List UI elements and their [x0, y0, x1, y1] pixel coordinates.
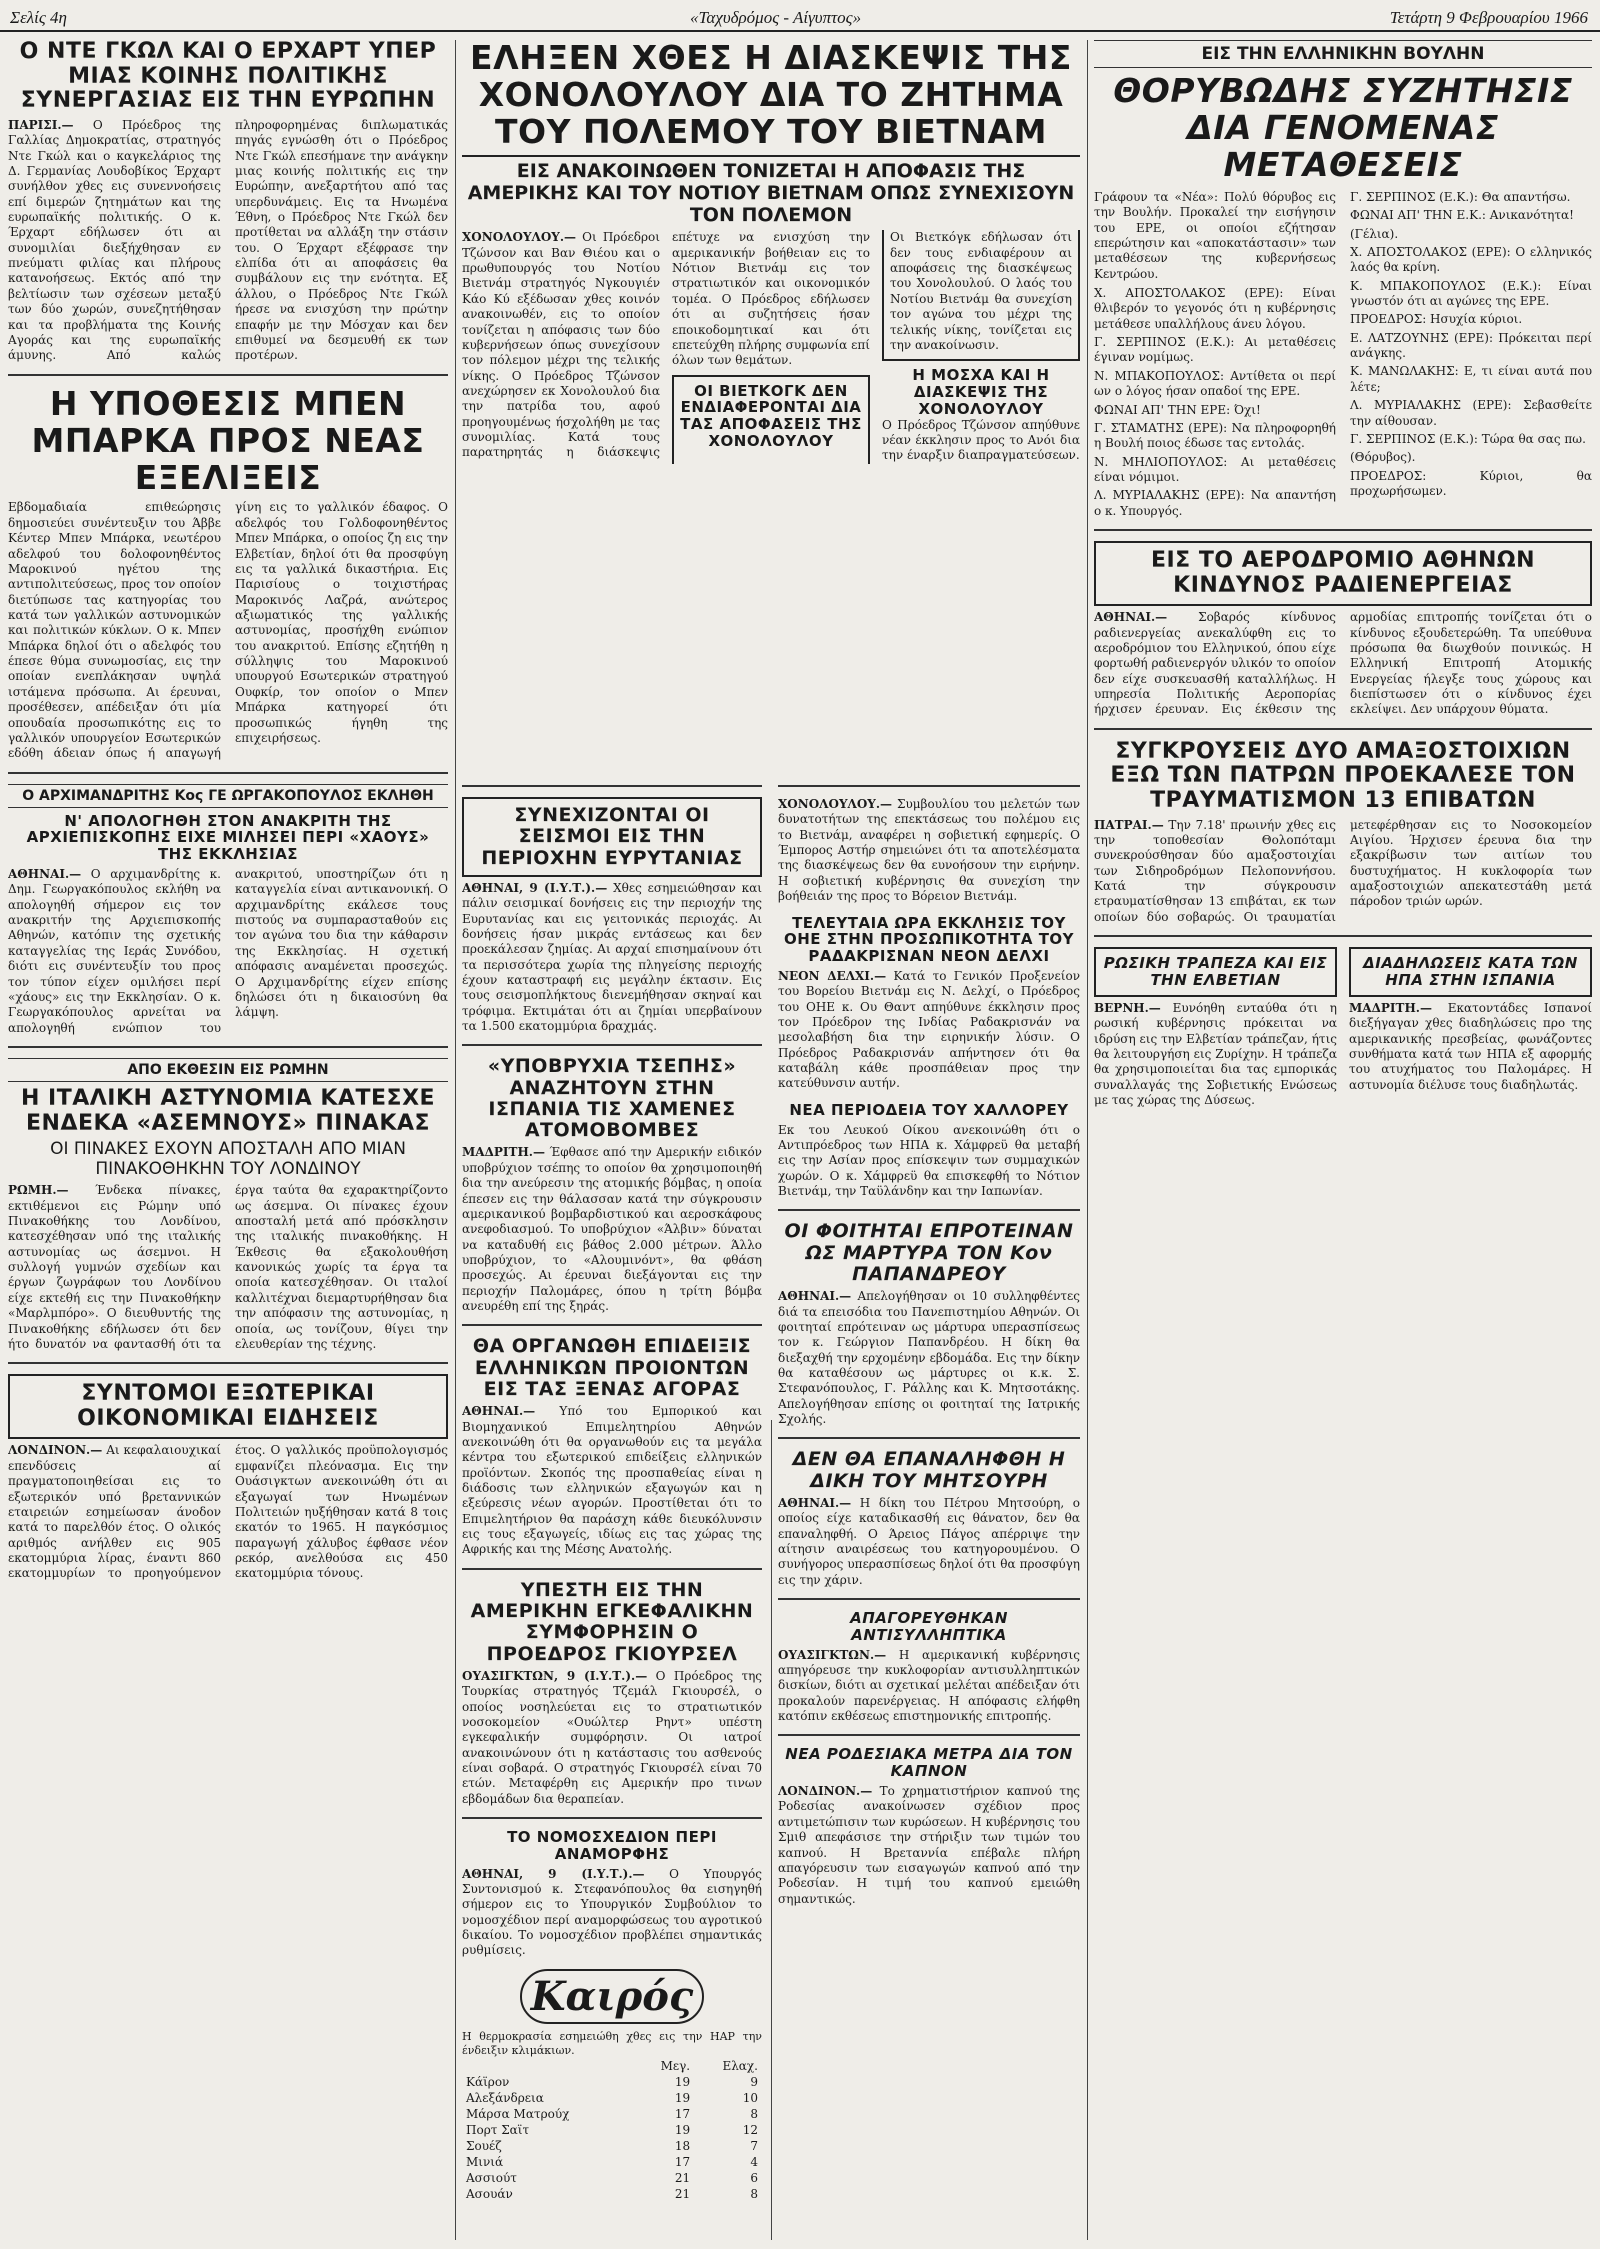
divider [462, 1044, 762, 1046]
dateline: ΠΑΤΡΑΙ.— [1094, 817, 1164, 832]
article-economic-news [8, 1374, 448, 1581]
article-body [8, 1443, 448, 1581]
headline: ΤΟ ΝΟΜΟΣΧΕΔΙΟΝ ΠΕΡΙ ΑΝΑΜΟΡΦΗΣ [507, 1828, 717, 1863]
article-submarines [462, 1056, 762, 1314]
weather-header-row [462, 2058, 762, 2074]
divider [8, 1362, 448, 1364]
article-text: Ένδεκα πίνακες, εκτιθέμενοι εις Ρώμην υπό Πινακοθήκης του Λονδίνου, κατεσχέθησαν υπό της ιταλικής αστυνομίας ως άσεμνοι. Η συλλογή γυμνών σχεδίων και έργων ζωγράφων του Λονδίνου είχε εκτεθή εις την Πινακοθήκην «Μαρλμπόρο». Ο διευθυντής της Πινακοθήκης εδήλωσεν ότι δεν ήτο δυνατόν να φαντασθή ότι τα έργα ταύτα θα εχαρακτηρίζοντο ως άσεμνα. Οι πίνακες έχουν αποσταλή μετά από πρόσκλησιν της ιταλικής πινακοθήκης. Η Έκθεσις θα εξακολουθήση κανονικώς χωρίς τα έργα τα οποία κατεσχέθησαν. Οι ιταλοί καλλιτέχναι διεμαρτυρήθησαν δια την απόφασιν της αστυνομίας, η οποία, ως τονίζουν, θίγει την ελευθερίαν της τέχνης. [8, 1183, 448, 1351]
article-earthquakes [462, 797, 762, 1034]
headline: ΝΕΑ ΠΕΡΙΟΔΕΙΑ ΤΟΥ ΧΑΛΛΟΡΕΥ [789, 1100, 1069, 1119]
dialog-line: Κ. ΜΑΝΩΛΑΚΗΣ: Ε, τι είναι αυτά που λέτε; [1350, 364, 1592, 394]
dateline: ΑΘΗΝΑΙ, 9 (Ι.Υ.Τ.).— [462, 1866, 645, 1881]
article-body [1094, 1001, 1337, 1109]
parliament-body [1094, 190, 1592, 519]
dialog-line: Κ. ΜΠΑΚΟΠΟΥΛΟΣ (Ε.Κ.): Είναι γνωστόν ότι αι αγώνες της ΕΡΕ. [1350, 278, 1592, 309]
weather-logo: Καιρός [520, 1969, 704, 2024]
headline: ΝΕΑ ΡΟΔΕΣΙΑΚΑ ΜΕΤΡΑ ΔΙΑ ΤΟΝ ΚΑΠΝΟΝ [785, 1745, 1073, 1781]
weather-min: 12 [742, 2123, 758, 2137]
dateline: ΡΩΜΗ.— [8, 1183, 69, 1198]
weather-box [462, 1969, 762, 2202]
article-train-crash [1094, 740, 1592, 925]
dialog-line: ΦΩΝΑΙ ΑΠ' ΤΗΝ Ε.Κ.: Ανικανότητα! [1350, 208, 1574, 223]
article-text: Ο Υπουργός Συντονισμού κ. Στεφανόπουλος θα εισηγηθή σήμερον εις το Υπουργικόν Συμβούλιον το νομοσχέδιον περί αναμορφώσεως του αγροτικού δικαίου. Το νομοσχέδιον προβλέπει σημαντικάς ρυθμίσεις. [462, 1866, 762, 1958]
article-text: Συμβουλίου του μελετών των δυνατοτήτων της επεκτάσεως του πολέμου εις το Βιετνάμ, αναφέρει η σοβιετική εφημερίς. Ο Έμπορος Αστήρ σημειώνει ότι τα αποτελέσματα της διασκέψεως δεν θα ευνοήσουν την ειρήνην. Η σοβιετική κυβέρνησις θα συνεχίση την βοήθειάν της προς το Βόρειον Βιετνάμ. [778, 797, 1080, 904]
article-body: Εβδομαδιαία επιθεώρησις δημοσιεύει συνέντευξιν του Άββε Κέντερ Μπεν Μπάρκα, νεωτέρου αδελφού του δολοφονηθέντος Μαροκινού ηγέτου της αντιπολιτεύσεως, προς τον οποίον διετύπωσε τας κατηγορίας του κατά των γαλλικών αστυνομικών και πολιτικών κύκλων. Ο κ. Μπεν Μπάρκα δηλοί ότι ο αδελφός του έπεσε θύμα συνωμοσίας, εις την οποίαν ενεπλάκησαν υψηλά ιστάμενα πρόσωπα. Αι έρευναι, προσέθεσεν, απέδειξαν ότι μία οπουδαία προσωπικότης εις το γαλλικόν υπουργείον Εσωτερικών εδόθη άδειαν όπως ή απαγωγή γίνη εις το γαλλικόν έδαφος. Ο αδελφός του Γολδοφονηθέντος Μπεν Μπάρκα, ο οποίος ζη εις την Ελβετίαν, δηλοί ότι θα προσφύγη εις τα γαλλικά δικαστήρια. Εις Παρισίους ο τοιχιστήρας Μαροκινός Λαζρά, ανώτερος αξιωματικός της γαλλικής αστυνομίας, προσήχθη ενώπιον του ανακριτού. Επίσης εζητήθη η σύλληψις του Μαροκινού υπουργού Εσωτερικών στρατηγού Ουφκίρ, τον οποίον ο Μπεν Μπάρκα κατηγορεί ότι προσωπικώς ήγηθη της επιχειρήσεως. [8, 500, 448, 761]
article-text: Σοβαρός κίνδυνος ραδιενεργείας ανεκαλύφθη εις το αεροδρόμιον του Ελληνικού, όπου είχε φορτωθή ραδιενεργόν υλικόν το οποίον δεν είχε συσκευασθή καταλλήλως. Η υπηρεσία Πολιτικής Αεροπορίας ήρχισεν έρευναν. Εις έκθεσιν της αρμοδίας επιτροπής τονίζεται ότι ο κίνδυνος εξουδετερώθη. Τα υπεύθυνα πρόσωπα θα διωχθούν ποινικώς. Η Ελληνική Επιτροπή Ατομικής Ενεργείας ήλεγξε τους χώρους και διεπίστωσεν ότι ο κίνδυνος έχει εκλείψει. Δεν υπάρχουν θύματα. [1094, 610, 1592, 717]
dateline: ΑΘΗΝΑΙ.— [778, 1495, 852, 1510]
dialog-line: (Θόρυβος). [1350, 450, 1416, 465]
weather-max: 19 [674, 2123, 691, 2137]
weather-table [462, 2058, 762, 2202]
subheadline: ΕΙΣ ΑΝΑΚΟΙΝΩΘΕΝ ΤΟΝΙΖΕΤΑΙ Η ΑΠΟΦΑΣΙΣ ΤΗΣ ΑΜΕΡΙΚΗΣ ΚΑΙ ΤΟΥ ΝΟΤΙΟΥ ΒΙΕΤΝΑΜ ΟΠΩΣ ΣΥΝΕΧΙΣΟΥΝ ΤΟΝ ΠΟΛΕΜΟΝ [467, 159, 1075, 226]
article-body [778, 1289, 1080, 1427]
weather-city: Κάϊρον [466, 2075, 510, 2089]
weather-row [462, 2154, 762, 2170]
weather-min: 6 [750, 2171, 758, 2185]
weather-max: 18 [674, 2139, 691, 2153]
column-center-left [462, 775, 762, 2235]
article-text: Η αμερικανική κυβέρνησις απηγόρευσε την κυκλοφορίαν αντισυλληπτικών δισκίων, διότι αι σχετικαί μελέται απέδειξαν ότι προκαλούν παρενέργειας. Η απόφασις ελήφθη κατόπιν εκθέσεως επιστημονικής επιτροπής. [778, 1647, 1080, 1724]
weather-header-cell: Ελαχ. [722, 2059, 758, 2073]
divider [8, 1046, 448, 1048]
divider [462, 1817, 762, 1819]
article-body [8, 867, 448, 1036]
article-text: Αι κεφαλαιουχικαί επενδύσεις αί πραγματοποιηθείσαι εις το εξωτερικόν υπό βρεταννικών εταιρειών εσημείωσαν άνοδον κατά το παρελθόν έτος. Ο ολικός αριθμός ανήλθεν εις 905 εκατομμύρια λίρας, έναντι 860 εκατομμυρίων το προηγούμενον έτος. Ο γαλλικός προϋπολογισμός εμφανίζει πλεόνασμα. Εις την Ουάσιγκτων ανεκοινώθη ότι αι εξαγωγαί των Ηνωμένων Πολιτειών ηυξήθησαν κατά 8 τοις εκατόν το 1965. Η παγκόσμιος παραγωγή χάλυβος έφθασε νέον ρεκόρ, ανελθούσα εις 450 εκατομμύρια τόνους. [8, 1443, 448, 1581]
article-body [778, 797, 1080, 905]
dateline: ΜΑΔΡΙΤΗ.— [1349, 1000, 1432, 1015]
dialog-line: Γ. ΣΕΡΠΙΝΟΣ (Ε.Κ.): Τώρα θα σας πω. [1350, 431, 1586, 446]
dialog-line: Γ. ΣΤΑΜΑΤΗΣ (ΕΡΕ): Να πληροφορηθή η Βουλή ποιος έδωσε τας εντολάς. [1094, 420, 1336, 451]
dateline: ΛΟΝΔΙΝΟΝ.— [778, 1784, 873, 1799]
headline: ΤΕΛΕΥΤΑΙΑ ΩΡΑ ΕΚΚΛΗΣΙΣ ΤΟΥ ΟΗΕ ΣΤΗΝ ΠΡΟΣΩΠΙΚΟΤΗΤΑ ΤΟΥ ΡΑΔΑΚΡΙΣΝΑΝ ΝΕΟΝ ΔΕΛΧΙ [783, 913, 1075, 966]
issue-date: Τετάρτη 9 Φεβρουαρίου 1966 [1389, 8, 1588, 27]
bottom-pair [1094, 947, 1592, 1118]
kicker: ΑΠΟ ΕΚΘΕΣΙΝ ΕΙΣ ΡΩΜΗΝ [8, 1058, 448, 1082]
article-airport [1094, 541, 1592, 718]
article-body [8, 118, 448, 364]
headline: ΟΙ ΦΟΙΤΗΤΑΙ ΕΠΡΟΤΕΙΝΑΝ ΩΣ ΜΑΡΤΥΡΑ ΤΟΝ Κον ΠΑΠΑΝΔΡΕΟΥ [784, 1220, 1074, 1285]
article-gursel [462, 1580, 762, 1807]
article-text: Κατά το Γενικόν Προξενείον του Βορείου Βιετνάμ εις Ν. Δελχί, ο Πρόεδρος του ΟΗΕ κ. Ου Θαντ απηύθυνε έκκλησιν προς τον Πρόεδρον της Ινδίας Ραδακρισνάν να μεσολαβήση δια την ειρηνικήν λύσιν. Ο Πρόεδρος Ραδακρισνάν απήντησεν ότι θα καταβάλη κάθε προσπάθειαν προς την κατεύθυνσιν αυτήν. [778, 968, 1080, 1091]
dateline: ΜΑΔΡΙΤΗ.— [462, 1145, 545, 1160]
weather-min: 8 [750, 2187, 758, 2201]
weather-city: Αλεξάνδρεια [466, 2091, 544, 2105]
headline: ΕΙΣ ΤΟ ΑΕΡΟΔΡΟΜΙΟ ΑΘΗΝΩΝ ΚΙΝΔΥΝΟΣ ΡΑΔΙΕΝΕΡΓΕΙΑΣ [1094, 541, 1592, 606]
headline: ΣΥΓΚΡΟΥΣΕΙΣ ΔΥΟ ΑΜΑΞΟΣΤΟΙΧΙΩΝ ΕΞΩ ΤΩΝ ΠΑΤΡΩΝ ΠΡΟΕΚΑΛΕΣΕ ΤΟΝ ΤΡΑΥΜΑΤΙΣΜΟΝ 13 ΕΠΙΒΑΤΩΝ [1110, 738, 1576, 814]
weather-city: Σουέζ [466, 2139, 502, 2153]
article-body [462, 230, 1080, 463]
article-body [462, 1404, 762, 1558]
headline: ΥΠΕΣΤΗ ΕΙΣ ΤΗΝ ΑΜΕΡΙΚΗΝ ΕΓΚΕΦΑΛΙΚΗΝ ΣΥΜΦΟΡΗΣΙΝ Ο ΠΡΟΕΔΡΟΣ ΓΚΙΟΥΡΣΕΛ [470, 1578, 754, 1665]
divider [1094, 935, 1592, 937]
dateline: ΧΟΝΟΛΟΥΛΟΥ.— [462, 230, 577, 245]
masthead [0, 0, 1600, 32]
weather-row [462, 2186, 762, 2202]
article-parliament [1094, 40, 1592, 519]
headline: «ΥΠΟΒΡΥΧΙΑ ΤΣΕΠΗΣ» ΑΝΑΖΗΤΟΥΝ ΣΤΗΝ ΙΣΠΑΝΙΑ ΤΙΣ ΧΑΜΕΝΕΣ ΑΤΟΜΟΒΟΜΒΕΣ [487, 1055, 737, 1142]
column-rule [455, 40, 456, 2240]
article-text: Ο Πρόεδρος Τζώνσον απηύθυνε νέαν έκκλησιν προς το Ανόι δια την έναρξιν διαπραγματεύσεων. [882, 417, 1080, 463]
divider [778, 1734, 1080, 1736]
article-text: Έφθασε από την Αμερικήν ειδικόν υποβρύχιον τσέπης το οποίον θα χρησιμοποιηθή δια την ανεύρεσιν της ατομικής βόμβας, η οποία έπεσεν εις την θάλασσαν κατά την σύγκρουσιν αμερικανικού βομβαρδιστικού και αεροσκάφους ανεφοδιασμού. Το υποβρύχιον «Άλβιν» δύναται να καταδυθή εις βάθος 2.000 μέτρων. Άλλο υποβρύχιον, το «Αλουμινόντ», θα φθάση προσεχώς. Αι έρευναι διεξάγονται εις την περιοχήν Παλομάρες, όπου η τρίτη βόμβα ανευρέθη επί της ξηράς. [462, 1145, 762, 1314]
kicker: ΕΙΣ ΤΗΝ ΕΛΛΗΝΙΚΗΝ ΒΟΥΛΗΝ [1094, 40, 1592, 68]
weather-max: 21 [674, 2171, 691, 2185]
weather-intro: Η θερμοκρασία εσημειώθη χθες εις την ΗΑΡ την ένδειξιν κλιμάκιων. [462, 2029, 762, 2057]
dialog-line: Λ. ΜΥΡΙΑΛΑΚΗΣ (ΕΡΕ): Σεβασθείτε την αίθουσαν. [1350, 398, 1592, 428]
article-body [8, 1183, 448, 1352]
newspaper-name: «Ταχυδρόμος - Αίγυπτος» [690, 8, 862, 27]
dialog-line: Ν. ΜΠΑΚΟΠΟΥΛΟΣ: Αντίθετα οι περί ων ο λόγος ήσαν οπαδοί της ΕΡΕ. [1094, 368, 1336, 399]
headline: Η ΥΠΟΘΕΣΙΣ ΜΠΕΝ ΜΠΑΡΚΑ ΠΡΟΣ ΝΕΑΣ ΕΞΕΛΙΞΕΙΣ [31, 383, 425, 497]
page-number: Σελίς 4η [10, 8, 67, 27]
divider [1094, 529, 1592, 531]
divider [462, 1324, 762, 1326]
article-body [778, 1784, 1080, 1907]
article-de-gaulle-erhard [8, 40, 448, 364]
box-body: Οι Βιετκόγκ εδήλωσαν ότι δεν τους ενδιαφέρουν αι αποφάσεις της διασκέψεως του Χονολουλού. Ο λαός του Νοτίου Βιετνάμ θα συνεχίση τον αγώνα του μέχρι της τελικής νίκης, τονίζεται εις την ανακοίνωσιν. [890, 230, 1072, 352]
article-un-appeal [778, 915, 1080, 1092]
article-body [462, 881, 762, 1035]
article-text: Απελογήθησαν οι 10 συλληφθέντες διά τα επεισόδια του Πανεπιστημίου Αθηνών. Οι φοιτηταί επρότειναν ως μάρτυρα υπερασπίσεως τον κ. Γεώργιον Παπανδρέου. Η δίκη θα διεξαχθή την ερχομένην εβδομάδα. Εις την δίκην θα καταθέσουν ως μάρτυρες οι κ.κ. Σ. Στεφανόπουλος, Γ. Ράλλης και Κ. Μητσοτάκης. Απελογήθησαν επίσης οι φοιτηταί της Ιατρικής Σχολής. [778, 1289, 1080, 1427]
dateline: ΑΘΗΝΑΙ, 9 (Ι.Υ.Τ.).— [462, 880, 608, 895]
article-contraceptives [778, 1610, 1080, 1724]
weather-row [462, 2170, 762, 2186]
weather-max: 21 [674, 2187, 691, 2201]
article-honolulu [462, 40, 1080, 464]
article-text: Υπό του Εμπορικού και Βιομηχανικού Επιμελητηρίου Αθηνών ανεκοινώθη ότι θα οργανωθούν εις τα μεγάλα κέντρα του εξωτερικού επιδείξεις ελληνικών προϊόντων. Σκοπός της προσπαθείας είναι η διάδοσις των ελληνικών εξαγωγών και η εξεύρεσις νέων αγορών. Προστίθεται ότι το Επιμελητήριον θα παράσχη κάθε διευκόλυνσιν εις τους εξαγωγείς, ιδίως εις τας χώρας της Αφρικής και της Μέσης Ανατολής. [462, 1404, 762, 1557]
article-text: Οι Πρόεδροι Τζώνσον και Βαν Θιέου και ο πρωθυπουργός του Νοτίου Βιετνάμ στρατηγός Νγκουγιέν Κάο Κύ εξέδωσαν χθες κοινόν ανακοινωθέν, εις το οποίον τονίζεται η απόφασις των δύο κυβερνήσεων όπως συνεχίσουν τον πόλεμον μέχρι της τελικής νίκης. Ο Πρόεδρος Τζώνσον ανεχώρησεν εκ Χονολουλού δια την πατρίδα του, αφού προηγουμένως ήσχολήθη με τας συνομιλίας. Κατά τους παρατηρητάς η διάσκεψις επέτυχε να ενισχύση την αμερικανικήν βοήθειαν εις το Νότιον Βιετνάμ εις τον στρατιωτικόν και οικονομικόν τομέα. Ο Πρόεδρος εδήλωσεν ότι αι συζητήσεις ήσαν εποικοδομητικαί και ότι επετεύχθη πλήρης συμφωνία επί όλων των θεμάτων. [462, 230, 870, 460]
divider [462, 1568, 762, 1570]
article-greek-products [462, 1336, 762, 1557]
dialog-line: ΠΡΟΕΔΡΟΣ: Κύριοι, θα προχωρήσωμεν. [1350, 468, 1592, 498]
headline: Ν' ΑΠΟΛΟΓΗΘΗ ΣΤΟΝ ΑΝΑΚΡΙΤΗ ΤΗΣ ΑΡΧΙΕΠΙΣΚΟΠΗΣ ΕΙΧΕ ΜΙΛΗΣΕΙ ΠΕΡΙ «ΧΑΟΥΣ» ΤΗΣ ΕΚΚΛΗΣΙΑΣ [26, 811, 430, 864]
article-text: Ο Πρόεδρος της Γαλλίας Δημοκρατίας, στρατηγός Ντε Γκώλ και ο καγκελάριος της Δ. Γερμανίας Λουδοβίκος Έρχαρτ συνήλθον χθες εις συνεννοήσεις επί διμερών ζητημάτων και της ευρωπαϊκής πολιτικής. Ο κ. Έρχαρτ εδήλωσεν ότι αι συνομιλίαι διεξήχθησαν εν πνεύματι φιλίας και πλήρους κατανοήσεως. Εκτός από την βελτίωσιν των σχέσεων μεταξύ των δύο χωρών, συνεζητήθησαν και τα προβλήματα της Κοινής Αγοράς και της ευρωπαϊκής άμυνης. Από καλώς πληροφορημένας διπλωματικάς πηγάς εγνώσθη ότι ο Πρόεδρος Ντε Γκώλ επεσήμανε την ανάγκην μιας κοινής πολιτικής εις την Ευρώπην, ανεξαρτήτου από τας υπερδυνάμεις. Εις τα Ηνωμένα Έθνη, ο Πρόεδρος Ντε Γκώλ δεν προτίθεται να αλλάξη την στάσιν του. Ο Έρχαρτ εξέφρασε την ελπίδα ότι αι αποφάσεις θα συμβάλουν εις την ενότητα. Εξ άλλου, ο Πρόεδρος Ντε Γκώλ ήρεσε να ενισχύση την πρώτην επαφήν με την Μόσχαν και δεν επιθυμεί να δεσμευθή εκ των προτέρων. [8, 117, 448, 363]
subhead: Η ΜΟΣΧΑ ΚΑΙ Η ΔΙΑΣΚΕΨΙΣ ΤΗΣ ΧΟΝΟΛΟΥΛΟΥ [912, 366, 1050, 418]
article-body [778, 1496, 1080, 1588]
article-body [462, 1145, 762, 1314]
divider [462, 785, 762, 787]
dateline: ΛΟΝΔΙΝΟΝ.— [8, 1443, 103, 1458]
article-italian-police [8, 1058, 448, 1352]
article-body [1094, 818, 1592, 926]
subheadline: ΟΙ ΠΙΝΑΚΕΣ ΕΧΟΥΝ ΑΠΟΣΤΑΛΗ ΑΠΟ ΜΙΑΝ ΠΙΝΑΚΟΘΗΚΗΝ ΤΟΥ ΛΟΝΔΙΝΟΥ [50, 1139, 406, 1179]
article-body [1094, 610, 1592, 718]
weather-min: 8 [750, 2107, 758, 2121]
headline: ΘΟΡΥΒΩΔΗΣ ΣΥΖΗΤΗΣΙΣ ΔΙΑ ΓΕΝΟΜΕΝΑΣ ΜΕΤΑΘΕΣΕΙΣ [1113, 71, 1573, 184]
headline: Ο ΝΤΕ ΓΚΩΛ ΚΑΙ Ο ΕΡΧΑΡΤ ΥΠΕΡ ΜΙΑΣ ΚΟΙΝΗΣ ΠΟΛΙΤΙΚΗΣ ΣΥΝΕΡΓΑΣΙΑΣ ΕΙΣ ΤΗΝ ΕΥΡΩΠΗΝ [19, 40, 437, 114]
dialog-line: ΠΡΟΕΔΡΟΣ: Ησυχία κύριοι. [1350, 312, 1523, 327]
divider [778, 1437, 1080, 1439]
dateline: ΑΘΗΝΑΙ.— [778, 1289, 852, 1304]
divider [1094, 728, 1592, 730]
article-body [462, 1867, 762, 1959]
headline: ΑΠΑΓΟΡΕΥΘΗΚΑΝ ΑΝΤΙΣΥΛΛΗΠΤΙΚΑ [850, 1609, 1008, 1644]
weather-city: Ασουάν [466, 2187, 513, 2201]
column-center-right [778, 775, 1080, 2235]
article-mitsouris [778, 1449, 1080, 1588]
divider [8, 772, 448, 774]
headline: ΔΕΝ ΘΑ ΕΠΑΝΑΛΗΦΘΗ Η ΔΙΚΗ ΤΟΥ ΜΗΤΣΟΥΡΗ [792, 1448, 1066, 1492]
article-text: Η δίκη του Πέτρου Μητσούρη, ο οποίος είχε καταδικασθή εις θάνατον, δεν θα επαναληφθή. Ο Άρειος Πάγος απέρριψε την αίτησιν αναιρέσεως του κατηγορουμένου. Ο συνήγορος υπερασπίσεως δηλοί ότι θα προσφύγη εις την χάριν. [778, 1495, 1080, 1587]
article-text: Χθες εσημειώθησαν και πάλιν σεισμικαί δονήσεις εις την περιοχήν της Ευρυτανίας και εις γειτονικάς περιοχάς. Αι δονήσεις ήσαν μικράς εντάσεως και δεν προεκάλεσαν ζημίας. Αι αρχαί επισημαίνουν ότι τα περισσότερα χωρία της πληγείσης περιοχής έχουν καταστραφή εις μεγάλην έκτασιν. Εις τους σεισμοπλήκτους διενεμήθησαν σκηναί και τρόφιμα. Εκτιμάται ότι αι ζημίαι υπερβαίνουν τα 1.500 εκατομμύρια δραχμάς. [462, 880, 762, 1034]
dateline: ΠΑΡΙΣΙ.— [8, 117, 74, 132]
weather-row [462, 2090, 762, 2106]
column-right [1094, 40, 1592, 2240]
weather-header-cell [462, 2058, 636, 2074]
article-ben-barka [8, 383, 448, 762]
weather-min: 7 [750, 2139, 758, 2153]
weather-city: Μάρσα Ματρούχ [466, 2107, 570, 2121]
article-moscow [778, 797, 1080, 905]
dialog-line: (Γέλια). [1350, 226, 1399, 241]
headline: ΣΥΝΤΟΜΟΙ ΕΞΩΤΕΡΙΚΑΙ ΟΙΚΟΝΟΜΙΚΑΙ ΕΙΔΗΣΕΙΣ [8, 1374, 448, 1439]
article-text: Εκατοντάδες Ισπανοί διεξήγαγαν χθες διαδηλώσεις προ της αμερικανικής πρεσβείας, φωνάζοντες συνθήματα κατά των ΗΠΑ εξ αφορμής του ατυχήματος του Παλομάρες. Η αστυνομία διέλυσε τους διαδηλωτάς. [1349, 1000, 1592, 1092]
headline: ΡΩΣΙΚΗ ΤΡΑΠΕΖΑ ΚΑΙ ΕΙΣ ΤΗΝ ΕΛΒΕΤΙΑΝ [1094, 947, 1337, 997]
divider [778, 785, 1080, 787]
headline: ΣΥΝΕΧΙΖΟΝΤΑΙ ΟΙ ΣΕΙΣΜΟΙ ΕΙΣ ΤΗΝ ΠΕΡΙΟΧΗΝ ΕΥΡΥΤΑΝΙΑΣ [462, 797, 762, 877]
dialog-line: Γ. ΣΕΡΠΙΝΟΣ (Ε.Κ.): Θα απαντήσω. [1350, 189, 1571, 204]
headline: ΔΙΑΔΗΛΩΣΕΙΣ ΚΑΤΑ ΤΩΝ ΗΠΑ ΣΤΗΝ ΙΣΠΑΝΙΑ [1349, 947, 1592, 997]
kicker: Ο ΑΡΧΙΜΑΝΔΡΙΤΗΣ Κος ΓΕ ΩΡΓΑΚΟΠΟΥΛΟΣ ΕΚΛΗΘΗ [8, 784, 448, 808]
article-text: Ο αρχιμανδρίτης κ. Δημ. Γεωργακόπουλος εκλήθη να απολογηθή σήμερον εις τον ανακριτήν της Αρχιεπισκοπής Αθηνών, κατόπιν της σχετικής καταγγελίας της Ιεράς Συνόδου, διότι εις συνέντευξίν του προς τον τύπον είχεν ομιλήσει περί «χάους» εις την Εκκλησίαν. Ο κ. Γεωργακόπουλος αρνείται να απολογηθή ενώπιον του ανακριτού, υποστηρίζων ότι η καταγγελία είναι αντικανονική. Ο αρχιμανδρίτης εκάλεσε τους πιστούς να συμπαρασταθούν εις τον αγώνα του δια την κάθαρσιν της Εκκλησίας. Η σχετική απόφασις αναμένεται προσεχώς. Ο Αρχιμανδρίτης είχεν επίσης δηλώσει ότι η δικαιοσύνη θα λάμψη. [8, 866, 448, 1035]
weather-city: Πορτ Σαϊτ [466, 2123, 530, 2137]
weather-max: 17 [674, 2107, 691, 2121]
dateline: ΑΘΗΝΑΙ.— [1094, 610, 1168, 625]
article-text: Ευνόηθη ενταύθα ότι η ρωσική κυβέρνησις πρόκειται να ιδρύση εις την Ελβετίαν τράπεζαν, ήτις θα λειτουργήση εις Ζυρίχην. Η τράπεζα θα χρησιμοποιείται δια τας εμπορικάς συναλλαγάς της Σοβιετικής Ενώσεως με τας χώρας της Δύσεως. [1094, 1000, 1337, 1107]
weather-row [462, 2106, 762, 2122]
article-body [778, 969, 1080, 1092]
weather-max: 17 [674, 2155, 691, 2169]
article-rhodesia-tobacco [778, 1746, 1080, 1906]
weather-max: 19 [674, 2091, 691, 2105]
dialog-line: Χ. ΑΠΟΣΤΟΛΑΚΟΣ (ΕΡΕ): Ο ελληνικός λαός θα κρίνη. [1350, 244, 1592, 275]
dateline: ΒΕΡΝΗ.— [1094, 1000, 1161, 1015]
headline: ΘΑ ΟΡΓΑΝΩΘΗ ΕΠΙΔΕΙΞΙΣ ΕΛΛΗΝΙΚΩΝ ΠΡΟΙΟΝΤΩΝ ΕΙΣ ΤΑΣ ΞΕΝΑΣ ΑΓΟΡΑΣ [472, 1335, 752, 1400]
divider [778, 1209, 1080, 1211]
article-humphrey [778, 1102, 1080, 1200]
dateline: ΟΥΑΣΙΓΚΤΩΝ.— [778, 1647, 887, 1662]
headline: Η ΙΤΑΛΙΚΗ ΑΣΤΥΝΟΜΙΑ ΚΑΤΕΣΧΕ ΕΝΔΕΚΑ «ΑΣΕΜΝΟΥΣ» ΠΙΝΑΚΑΣ [20, 1085, 436, 1136]
article-text: Ο Πρόεδρος της Τουρκίας στρατηγός Τζεμάλ Γκιουρσέλ, ο οποίος νοσηλεύεται εις το στρατιωτικόν νοσοκομείον «Ουώλτερ Ρηντ» υπέστη εγκεφαλικήν συμφόρησιν. Οι ιατροί ανακοινώνουν ότι η κατάστασις του ασθενούς είναι σοβαρά. Ο στρατηγός Γκιουρσέλ είναι 70 ετών. Μεταφέρθη εις Αμερικήν προ τινων εβδομάδων δια θεραπείαν. [462, 1668, 762, 1806]
weather-city: Ασσιούτ [466, 2171, 517, 2185]
article-body: Εκ του Λευκού Οίκου ανεκοινώθη ότι ο Αντιπρόεδρος των ΗΠΑ κ. Χάμφρεϋ θα μεταβή εις την Ασίαν προς επίσκεψιν των συμμαχικών χωρών. Ο κ. Χάμφρεϋ θα επισκεφθή το Νότιον Βιετνάμ, την Ταϋλάνδην και την Ιαπωνίαν. [778, 1122, 1080, 1199]
dateline: ΑΘΗΝΑΙ.— [462, 1404, 536, 1419]
dialog-line: ΦΩΝΑΙ ΑΠ' ΤΗΝ ΕΡΕ: Όχι! [1094, 402, 1261, 417]
article-russian-bank [1094, 947, 1337, 1108]
dialog-line: Χ. ΑΠΟΣΤΟΛΑΚΟΣ (ΕΡΕ): Είναι θλιβερόν το γεγονός ότι η κυβέρνησις μετάθεσε υπαλλήλους άνευ λόγου. [1094, 286, 1336, 331]
dialog-line: Λ. ΜΥΡΙΑΛΑΚΗΣ (ΕΡΕ): Να απαντήση ο κ. Υπουργός. [1094, 488, 1336, 518]
dateline: ΑΘΗΝΑΙ.— [8, 866, 82, 881]
weather-max: 19 [674, 2075, 691, 2089]
column-rule [1087, 40, 1088, 2240]
weather-min: 4 [750, 2155, 758, 2169]
divider [8, 374, 448, 376]
column-left [8, 40, 448, 2240]
weather-min: 10 [742, 2091, 758, 2105]
weather-row [462, 2122, 762, 2138]
weather-row [462, 2074, 762, 2090]
article-intro: Γράφουν τα «Νέα»: Πολύ θόρυβος εις την Βουλήν. Προκαλεί την εισήγησιν του ΕΡΕ, οι οποίοι εζήτησαν επερώτησιν και «αποκατάστασιν» των μεταθέσεων της κυβερνήσεως Κεντρώου. [1094, 189, 1336, 281]
divider [778, 1598, 1080, 1600]
article-archimandrite [8, 784, 448, 1036]
dateline: ΟΥΑΣΙΓΚΤΩΝ, 9 (Ι.Υ.Τ.).— [462, 1668, 648, 1683]
weather-min: 9 [750, 2075, 758, 2089]
dialog-line: Ν. ΜΗΛΙΟΠΟΥΛΟΣ: Αι μεταθέσεις είναι νόμιμοι. [1094, 454, 1336, 484]
weather-city: Μινιά [466, 2155, 504, 2169]
headline: ΕΛΗΞΕΝ ΧΘΕΣ Η ΔΙΑΣΚΕΨΙΣ ΤΗΣ ΧΟΝΟΛΟΥΛΟΥ ΔΙΑ ΤΟ ΖΗΤΗΜΑ ΤΟΥ ΠΟΛΕΜΟΥ ΤΟΥ ΒΙΕΤΝΑΜ [462, 40, 1080, 157]
dateline: ΧΟΝΟΛΟΥΛΟΥ.— [778, 797, 893, 811]
weather-header-cell: Μεγ. [660, 2059, 691, 2073]
article-students [778, 1221, 1080, 1427]
article-spain-protests [1349, 947, 1592, 1108]
article-body [778, 1648, 1080, 1725]
article-text: Την 7.18' πρωινήν χθες εις την τοποθεσίαν Θολοπόταμι συνεκρούσθησαν δύο αμαξοστοιχίαι των Σιδηροδρόμων Πελοποννήσου. Κατά την σύγκρουσιν ετραυματίσθησαν 13 επιβάται, εκ των οποίων δύο σοβαρώς. Οι τραυματίαι μετεφέρθησαν εις το Νοσοκομείον Αιγίου. Ήρχισεν έρευνα δια την εξακρίβωσιν των αιτίων του δυστυχήματος. Η κυκλοφορία των αμαξοστοιχιών απεκατεστάθη μετά πάροδον τριών ωρών. [1094, 817, 1592, 924]
article-bill [462, 1829, 762, 1959]
article-body [1349, 1001, 1592, 1093]
weather-row [462, 2138, 762, 2154]
article-text: Το χρηματιστήριον καπνού της Ροδεσίας ανακοίνωσεν σχέδιον προς αντιμετώπισιν των κυρώσεων. Η κυβέρνησις του Σμιθ απεφάσισε την στήριξιν των τιμών του καπνού. Η Βρεταννία επέβαλε πλήρη απαγόρευσιν των εισαγωγών καπνού από την Ροδεσίαν. Η τιμή του καπνού εμειώθη σημαντικώς. [778, 1784, 1080, 1906]
column-rule [771, 1420, 772, 2240]
dialog-line: Ε. ΛΑΤΖΟΥΝΗΣ (ΕΡΕ): Πρόκειται περί ανάγκης. [1350, 330, 1592, 361]
box-headline: ΟΙ ΒΙΕΤΚΟΓΚ ΔΕΝ ΕΝΔΙΑΦΕΡΟΝΤΑΙ ΔΙΑ ΤΑΣ ΑΠΟΦΑΣΕΙΣ ΤΗΣ ΧΟΝΟΛΟΥΛΟΥ [680, 381, 862, 451]
article-body [462, 1669, 762, 1807]
dateline: ΝΕΟΝ ΔΕΛΧΙ.— [778, 968, 887, 983]
dialog-line: Γ. ΣΕΡΠΙΝΟΣ (Ε.Κ.): Αι μεταθέσεις έγιναν νομίμως. [1094, 335, 1336, 365]
